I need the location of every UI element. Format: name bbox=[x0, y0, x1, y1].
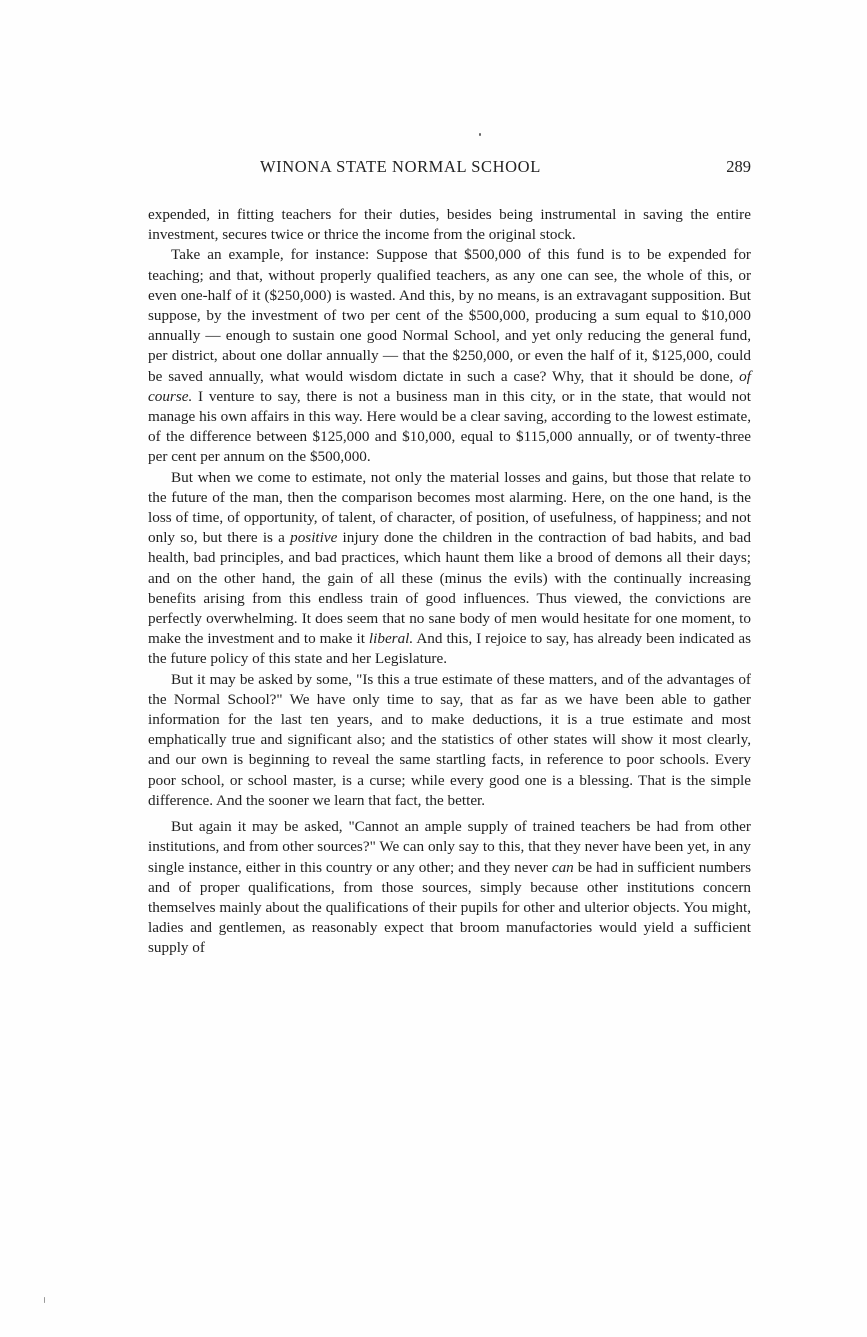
italic-text-run: positive bbox=[290, 529, 338, 547]
paragraph bbox=[148, 817, 751, 958]
text-run: But again it may be asked, "Cannot an ample supply of trained teachers be had from other institutions, and from other sources?" We can only say to this, that they never have been yet, in any single instance, either in this country or any other; and they never bbox=[148, 818, 751, 876]
running-head-title: WINONA STATE NORMAL SCHOOL bbox=[260, 157, 541, 176]
ink-speck bbox=[44, 1297, 45, 1303]
text-run: But when we come to estimate, not only the material losses and gains, but those that relate to the future of the man, then the comparison becomes most alarming. Here, on the one hand, is the loss of time, of opportunity, of talent, of character, of position, of usefulness, of happiness; and not only so, but there is a bbox=[148, 468, 751, 547]
italic-text-run: liberal. bbox=[368, 630, 414, 648]
text-run: expended, in fitting teachers for their duties, besides being instrumental in saving the entire investment, secures twice or thrice the income from the original stock. bbox=[148, 206, 751, 244]
text-run: injury done the children in the contraction of bad habits, and bad health, bad principles, and bad practices, which haunt them like a brood of demons all their days; and on the other hand, the gain of all these (minus the evils) with the continually increasing benefits arising from this endless train of good influences. Thus viewed, the convictions are perfectly overwhelming. It does seem that no sane body of men would hesitate for one moment, to make the investment and to make it bbox=[148, 529, 752, 648]
page-number: 289 bbox=[726, 157, 751, 176]
paragraph bbox=[148, 205, 751, 245]
text-run: I venture to say, there is not a business man in this city, or in the state, that would not manage his own affairs in this way. Here would be a clear saving, according to the lowest estimate, of the difference between $125,000 and $10,000, equal to $115,000 annually, or of twenty-three per cent per annum on the $500,000. bbox=[148, 387, 751, 466]
paragraph bbox=[148, 670, 751, 811]
text-run: And this, I rejoice to say, has already been indicated as the future policy of this state and her Legislature. bbox=[148, 630, 751, 668]
body-text bbox=[148, 205, 751, 959]
text-run: be had in sufficient numbers and of proper qualifications, from those sources, simply because other institutions concern themselves mainly about the qualifications of their pupils for other and ulterior objects. You might, ladies and gentlemen, as reasonably expect that broom manufactories would yield a sufficient supply of bbox=[148, 858, 751, 957]
running-head bbox=[148, 157, 751, 183]
italic-text-run: can bbox=[551, 858, 574, 876]
text-run: But it may be asked by some, "Is this a true estimate of these matters, and of the advantages of the Normal School?" We have only time to say, that as far as we have been able to gather information for the last ten years, and to make deductions, it is a true estimate and most emphatically true and significant also; and the statistics of other states will show it most clearly, and our own is beginning to reveal the same startling facts, in reference to poor schools. Every poor school, or school master, is a curse; while every good one is a blessing. That is the simple difference. And the sooner we learn that fact, the better. bbox=[148, 670, 751, 809]
ink-speck bbox=[479, 133, 481, 136]
paragraph bbox=[148, 245, 751, 467]
text-run: Take an example, for instance: Suppose that $500,000 of this fund is to be expended for teaching; and that, without properly qualified teachers, as any one can see, the whole of this, or even one-half of it ($250,000) is wasted. And this, by no means, is an extravagant supposition. But suppose, by the investment of two per cent of the $500,000, producing a sum equal to $10,000 annually — enough to sustain one good Normal School, and yet only reducing the general fund, per district, about one dollar annually — that the $250,000, or even the half of it, $125,000, could be saved annually, what would wisdom dictate in such a case? Why, that it should be done, bbox=[148, 246, 751, 385]
paragraph bbox=[148, 468, 751, 670]
italic-text-run: of course. bbox=[148, 367, 751, 405]
